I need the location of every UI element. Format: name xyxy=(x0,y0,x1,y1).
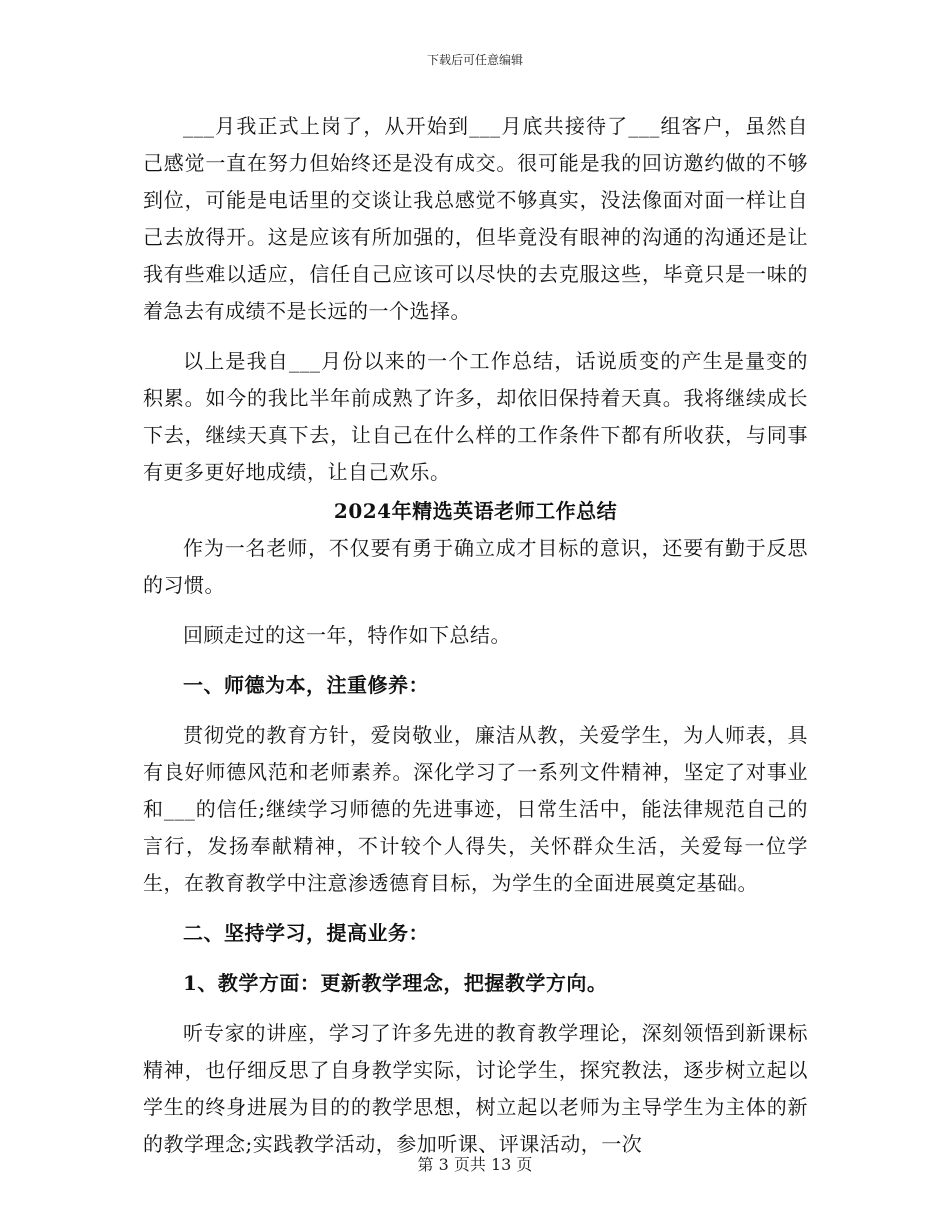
paragraph-review: 回顾走过的这一年，特作如下总结。 xyxy=(183,623,511,647)
page-number: 第 3 页共 13 页 xyxy=(417,1155,533,1174)
section-heading-ethics: 一、师德为本，注重修养： xyxy=(183,673,429,697)
paragraph-work-summary: 以上是我自___月份以来的一个工作总结，话说质变的产生是量变的积累。如今的我比半年前成熟了许多，却依旧保持着天真。我将继续成长下去，继续天真下去，让自己在什么样的工作条件下都有所收获，与同事有更多更好地成绩，让自己欢乐。 xyxy=(143,349,808,484)
paragraph-intro: 作为一名老师，不仅要有勇于确立成才目标的意识，还要有勤于反思的习惯。 xyxy=(143,536,808,597)
document-title: 2024年精选英语老师工作总结 xyxy=(333,499,618,523)
subsection-heading-teaching: 1、教学方面：更新教学理念，把握教学方向。 xyxy=(183,971,608,995)
section-heading-study: 二、坚持学习，提高业务： xyxy=(183,921,429,945)
paragraph-ethics: 贯彻党的教育方针，爱岗敬业，廉洁从教，关爱学生，为人师表，具有良好师德风范和老师素养。深化学习了一系列文件精神，坚定了对事业和___的信任;继续学习师德的先进事迹，日常生活中，能法律规范自己的言行，发扬奉献精神，不计较个人得失，关怀群众生活，关爱每一位学生，在教育教学中注意渗透德育目标，为学生的全面进展奠定基础。 xyxy=(143,723,808,895)
paragraph-teaching: 听专家的讲座，学习了许多先进的教育教学理论，深刻领悟到新课标精神，也仔细反思了自身教学实际，讨论学生，探究教法，逐步树立起以学生的终身进展为目的的教学思想，树立起以老师为主导学生为主体的新的教学理念;实践教学活动，参加听课、评课活动，一次 xyxy=(143,1021,808,1156)
paragraph-work-status: ___月我正式上岗了，从开始到___月底共接待了___组客户，虽然自己感觉一直在努力但始终还是没有成交。很可能是我的回访邀约做的不够到位，可能是电话里的交谈让我总感觉不够真实，没法像面对面一样让自己去放得开。这是应该有所加强的，但毕竟没有眼神的沟通的沟通还是让我有些难以适应，信任自己应该可以尽快的去克服这些，毕竟只是一味的着急去有成绩不是长远的一个选择。 xyxy=(143,114,808,323)
document-body xyxy=(143,108,808,1163)
page-header: 下载后可任意编辑 xyxy=(426,53,523,67)
